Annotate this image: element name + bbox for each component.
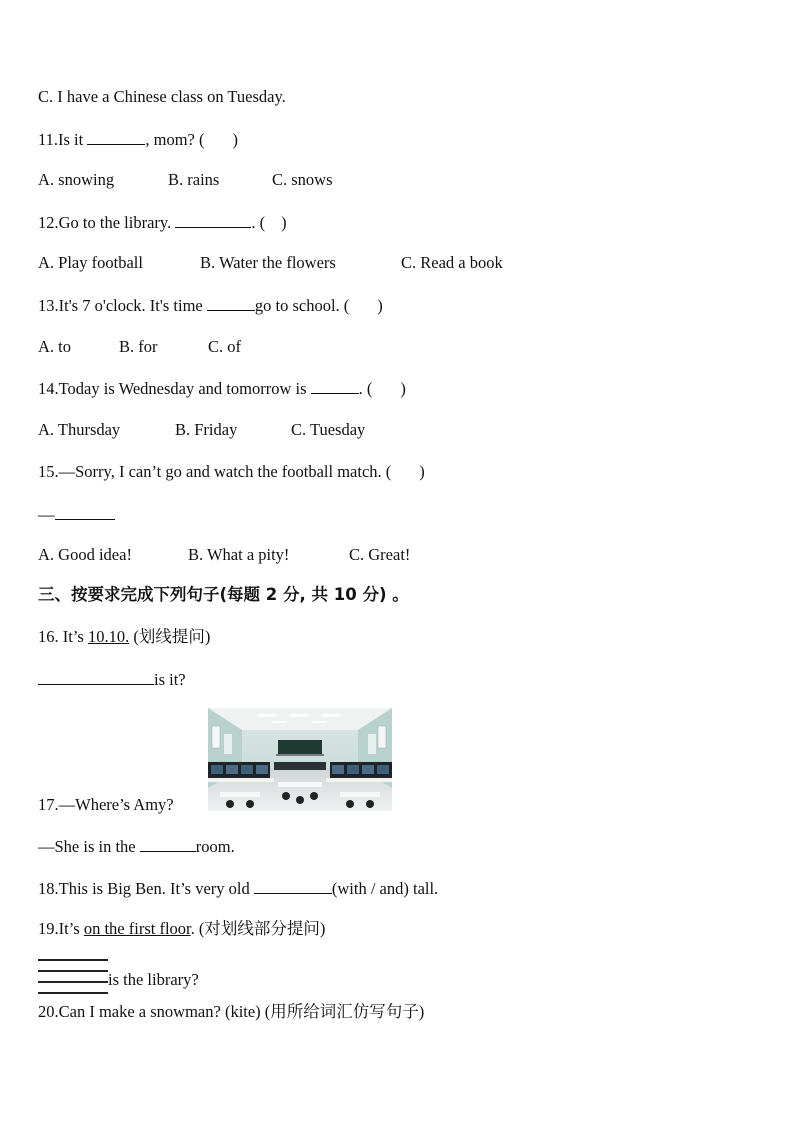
underlined-part: on the first floor [83,919,191,938]
question-text: It's 7 o'clock. It's time [58,296,207,315]
answer-blank[interactable] [38,669,154,685]
option-b: B. Water the flowers [200,253,336,272]
question-text: It’s [62,627,88,646]
question-14-options [38,420,365,440]
question-19 [38,919,325,939]
question-20 [38,1002,424,1022]
answer-blank[interactable] [55,504,115,520]
question-number: 19. [38,919,59,938]
question-number: 11. [38,130,59,149]
question-text: —Where’s Amy? [58,795,174,814]
question-18 [38,878,438,899]
question-text: It’s [58,919,84,938]
option-a: A. snowing [38,170,115,189]
question-text: (with / and) tall. [331,879,439,898]
reply-dash: — [38,505,55,524]
option-b: B. Friday [175,420,238,439]
computer-room-image [208,708,392,811]
question-17-answer [38,836,235,857]
option-c: C. Tuesday [291,420,366,439]
question-11 [38,129,238,150]
question-text: room. [195,837,235,856]
bracket-close: ) [400,379,406,398]
instruction-note: . (对划线部分提问) [190,919,326,938]
option-c: C. Great! [349,545,411,564]
question-text: go to school. ( [254,296,350,315]
option-b: B. for [119,337,158,356]
question-text: —She is in the [38,837,140,856]
question-16-answer [38,669,186,690]
question-number: 16. [38,627,63,646]
question-number: 20. [38,1002,59,1021]
bracket-close: ) [232,130,238,149]
question-15-reply [38,504,115,525]
question-text: , mom? ( [145,130,205,149]
question-text: Is it [58,130,88,149]
question-text: —Sorry, I can’t go and watch the football match. ( [58,462,392,481]
instruction-note: (划线提问) [129,627,211,646]
question-17 [38,795,174,815]
answer-blank[interactable] [175,212,251,228]
answer-blank[interactable] [311,378,359,394]
option-c: C. of [208,337,241,356]
option-a: A. to [38,337,71,356]
question-number: 12. [38,213,59,232]
option-a: A. Play football [38,253,143,272]
question-text: is it? [154,670,186,689]
question-14 [38,378,406,399]
question-text: Today is Wednesday and tomorrow is [58,379,311,398]
question-13 [38,295,383,316]
question-text: . ( [358,379,373,398]
answer-lines[interactable] [38,950,108,994]
question-19-answer: is the library? [108,970,199,989]
question-number: 15. [38,462,59,481]
section-3-title: 三、按要求完成下列句子(每题 2 分, 共 10 分) 。 [38,585,409,604]
option-a: A. Thursday [38,420,121,439]
question-text: Go to the library. [58,213,176,232]
bracket-close: ) [377,296,383,315]
underlined-part: 10.10. [87,627,130,646]
question-number: 13. [38,296,59,315]
question-text: . ( [251,213,266,232]
question-12-options [38,253,503,273]
question-number: 17. [38,795,59,814]
bracket-close: ) [281,213,287,232]
question-text: Can I make a snowman? (kite) (用所给词汇仿写句子) [58,1002,425,1021]
question-text: This is Big Ben. It’s very old [58,879,254,898]
answer-blank[interactable] [140,836,196,852]
answer-blank[interactable] [207,295,255,311]
answer-blank[interactable] [87,129,145,145]
question-15 [38,462,425,482]
option-b: B. rains [168,170,220,189]
answer-blank[interactable] [254,878,332,894]
question-number: 18. [38,879,59,898]
option-c: C. snows [272,170,333,189]
bracket-close: ) [419,462,425,481]
question-11-options [38,170,333,190]
question-16 [38,627,210,647]
question-number: 14. [38,379,59,398]
option-a: A. Good idea! [38,545,132,564]
option-c: C. Read a book [401,253,503,272]
q10-option-c: C. I have a Chinese class on Tuesday. [38,87,286,106]
question-15-options [38,545,410,565]
question-13-options [38,337,241,357]
question-12 [38,212,287,233]
option-b: B. What a pity! [188,545,290,564]
